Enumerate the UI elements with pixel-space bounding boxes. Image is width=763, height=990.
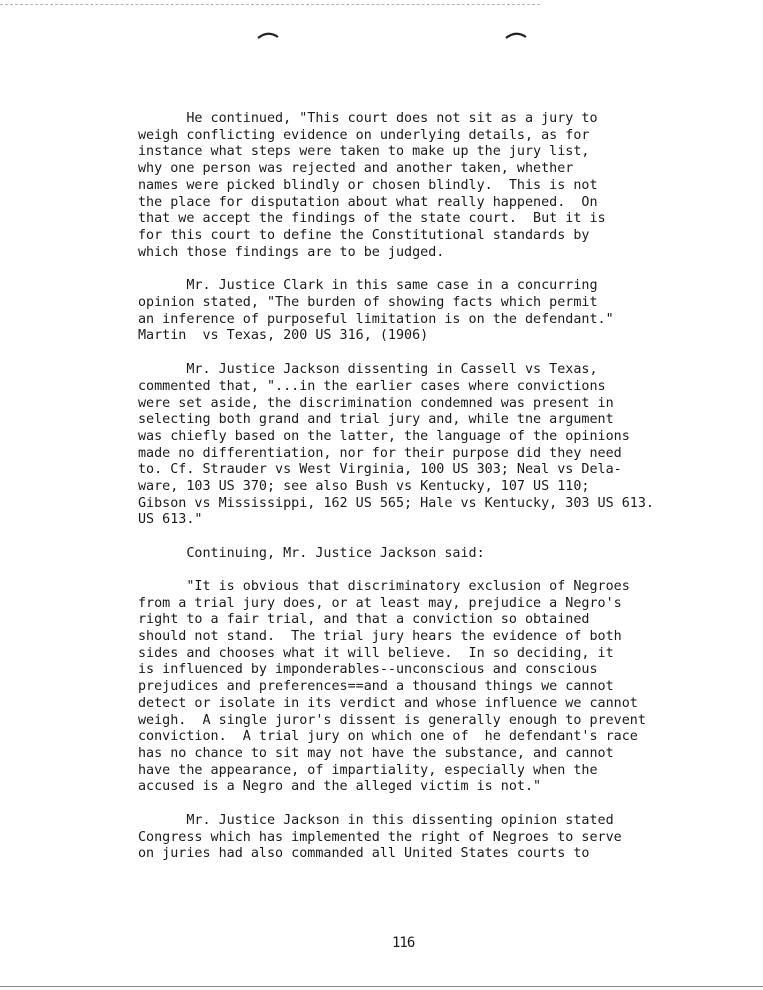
paragraph-congress: Mr. Justice Jackson in this dissenting opinion stated Congress which has implemented the right of Negroes to serve on juries had also commanded all United States courts to	[138, 813, 622, 862]
paragraph-jackson-quote: "It is obvious that discriminatory exclusion of Negroes from a trial jury does, or at least may, prejudice a Negro's right to a fair trial, and that a conviction so obtained should not stand. The trial jury hears the evidence of both sides and chooses what it will believe. In so deciding, it is influenced by imponderables--unconscious and conscious prejudices and preferences==and a thousand things we cannot detect or isolate in its verdict and whose influence we cannot weigh. A single juror's dissent is generally enough to prevent conviction. A trial jury on which one of he defendant's race has no chance to sit may not have the substance, and cannot have the appearance, of impartiality, especially when the accused is a Negro and the alleged victim is not."	[138, 578, 646, 795]
paragraph-he-continued: He continued, "This court does not sit as a jury to weigh conflicting evidence on underlying details, as for instance what steps were taken to make up the jury list, why one person was rejected and another taken, whether names were picked blindly or chosen blindly. This is not the place for disputation about what really happened. On that we accept the findings of the state court. But it is for this court to define the Constitutional standards by which those findings are to be judged.	[138, 111, 606, 260]
punch-hole-mark-left	[257, 30, 279, 40]
paragraph-justice-jackson-dissent: Mr. Justice Jackson dissenting in Cassell vs Texas, commented that, "...in the earlier cases where convictions were set aside, the discrimination condemned was present in selecting both grand and trial jury and, while tne argument was chiefly based on the latter, the language of the opinions made no differentiation, nor for their purpose did they need to. Cf. Strauder vs West Virginia, 100 US 303; Neal vs Dela- ware, 103 US 370; see also Bush vs Kentucky, 107 US 110; Gibson vs Mississippi, 162 US 565; Hale vs Kentucky, 303 US 613. US 613."	[138, 362, 654, 528]
bottom-scan-rule	[0, 986, 763, 987]
page-number: 116	[392, 935, 415, 951]
top-scan-rule	[0, 4, 540, 5]
paragraph-continuing: Continuing, Mr. Justice Jackson said:	[138, 546, 485, 562]
paragraph-justice-clark: Mr. Justice Clark in this same case in a concurring opinion stated, "The burden of showing facts which permit an inference of purposeful limitation is on the defendant." Martin vs Texas, 200 US 316, (1906)	[138, 278, 614, 344]
punch-hole-mark-right	[505, 30, 527, 40]
document-body	[138, 111, 738, 880]
